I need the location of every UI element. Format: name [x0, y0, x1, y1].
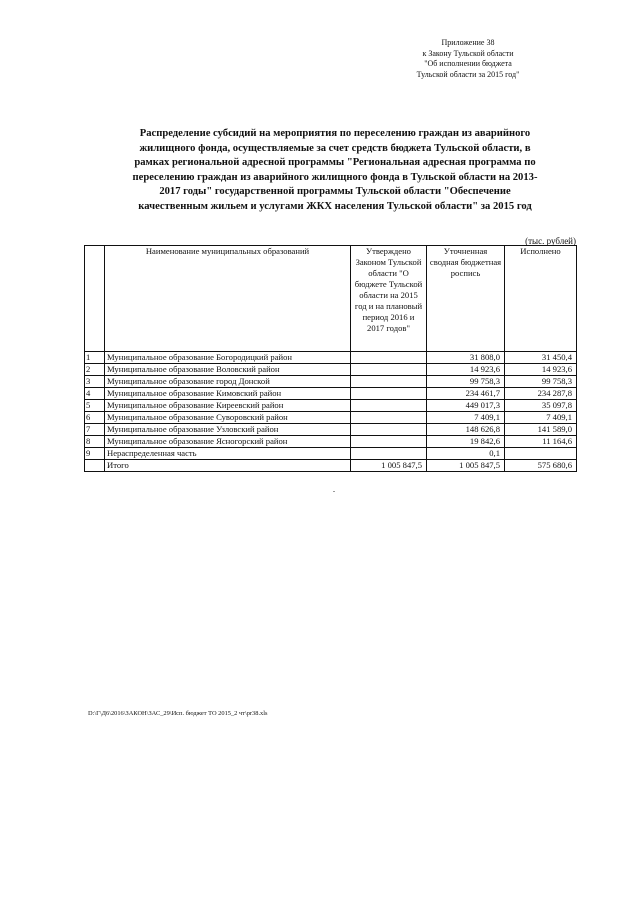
- row-index: [85, 460, 105, 472]
- row-name: Нераспределенная часть: [105, 448, 351, 460]
- appendix-line: к Закону Тульской области: [422, 48, 514, 58]
- table-row: [85, 412, 577, 424]
- row-refined: 31 808,0: [427, 352, 505, 364]
- row-approved: [351, 352, 427, 364]
- title-line: жилищного фонда, осуществляемые за счет средств бюджета Тульской области, в: [139, 142, 531, 154]
- appendix-block: [388, 38, 548, 80]
- row-executed: 14 923,6: [505, 364, 577, 376]
- row-refined: 7 409,1: [427, 412, 505, 424]
- row-name: Муниципальное образование Воловский район: [105, 364, 351, 376]
- table-row: [85, 436, 577, 448]
- table-row: [85, 352, 577, 364]
- subsidy-table: [84, 245, 577, 472]
- row-index: 3: [85, 376, 105, 388]
- row-executed: 141 589,0: [505, 424, 577, 436]
- title-line: качественным жильем и услугами ЖКХ населения Тульской области" за 2015 год: [138, 200, 532, 212]
- row-executed: 35 097,8: [505, 400, 577, 412]
- header-refined: Уточненная сводная бюджетная роспись: [427, 246, 505, 352]
- units-label: (тыс. рублей): [525, 236, 576, 246]
- table-row: [85, 364, 577, 376]
- row-approved: [351, 400, 427, 412]
- appendix-line: Тульской области за 2015 год": [416, 69, 520, 79]
- row-executed: 11 164,6: [505, 436, 577, 448]
- appendix-line: "Об исполнении бюджета: [424, 59, 512, 68]
- header-executed: Исполнено: [505, 246, 577, 352]
- row-approved: [351, 448, 427, 460]
- row-executed: 7 409,1: [505, 412, 577, 424]
- row-refined: 449 017,3: [427, 400, 505, 412]
- row-approved: [351, 388, 427, 400]
- row-approved: [351, 364, 427, 376]
- title-line: Распределение субсидий на мероприятия по переселению граждан из аварийного: [139, 128, 531, 139]
- row-index: 1: [85, 352, 105, 364]
- row-name: Муниципальное образование Суворовский район: [105, 412, 351, 424]
- row-refined: 14 923,6: [427, 364, 505, 376]
- row-index: 9: [85, 448, 105, 460]
- row-refined: 99 758,3: [427, 376, 505, 388]
- row-executed: 99 758,3: [505, 376, 577, 388]
- row-name: Муниципальное образование Киреевский район: [105, 400, 351, 412]
- row-approved: [351, 412, 427, 424]
- table-total-row: [85, 460, 577, 472]
- row-approved: 1 005 847,5: [351, 460, 427, 472]
- header-name: Наименование муниципальных образований: [105, 246, 351, 352]
- row-refined: 1 005 847,5: [427, 460, 505, 472]
- table-row: [85, 400, 577, 412]
- title-line: рамках региональной адресной программы "Региональная адресная программа по: [134, 157, 536, 169]
- row-name: Муниципальное образование город Донской: [105, 376, 351, 388]
- row-approved: [351, 376, 427, 388]
- row-executed: [505, 448, 577, 460]
- table-row: [85, 376, 577, 388]
- row-index: 7: [85, 424, 105, 436]
- title-line: переселению граждан из аварийного жилищного фонда в Тульской области на 2013-: [132, 171, 538, 183]
- table-row: [85, 388, 577, 400]
- row-name: Муниципальное образование Богородицкий район: [105, 352, 351, 364]
- row-name: Муниципальное образование Ясногорский район: [105, 436, 351, 448]
- table-header-row: [85, 246, 577, 352]
- row-name: Муниципальное образование Узловский район: [105, 424, 351, 436]
- title-line: 2017 годы" государственной программы Тульской области "Обеспечение: [159, 186, 511, 198]
- document-title: [92, 127, 578, 215]
- header-approved: Утверждено Законом Тульской области "О бюджете Тульской области на 2015 год и на плановый период 2016 и 2017 годов": [351, 246, 427, 352]
- row-name: Итого: [105, 460, 351, 472]
- row-index: 2: [85, 364, 105, 376]
- row-approved: [351, 436, 427, 448]
- row-index: 4: [85, 388, 105, 400]
- table-row: [85, 448, 577, 460]
- row-approved: [351, 424, 427, 436]
- row-name: Муниципальное образование Кимовский район: [105, 388, 351, 400]
- row-executed: 575 680,6: [505, 460, 577, 472]
- row-index: 6: [85, 412, 105, 424]
- row-executed: 31 450,4: [505, 352, 577, 364]
- row-refined: 234 461,7: [427, 388, 505, 400]
- scan-dot: [333, 491, 335, 492]
- row-refined: 0,1: [427, 448, 505, 460]
- header-index: [85, 246, 105, 352]
- row-refined: 148 626,8: [427, 424, 505, 436]
- row-index: 8: [85, 436, 105, 448]
- row-executed: 234 287,8: [505, 388, 577, 400]
- file-path: D:\Г\Д6\2016\ЗАКОН\ЗАС_29\Исп. бюджет ТО 2015_2 чт\pr38.xls: [88, 710, 268, 717]
- table-row: [85, 424, 577, 436]
- appendix-line: Приложение 38: [441, 38, 495, 47]
- row-refined: 19 842,6: [427, 436, 505, 448]
- row-index: 5: [85, 400, 105, 412]
